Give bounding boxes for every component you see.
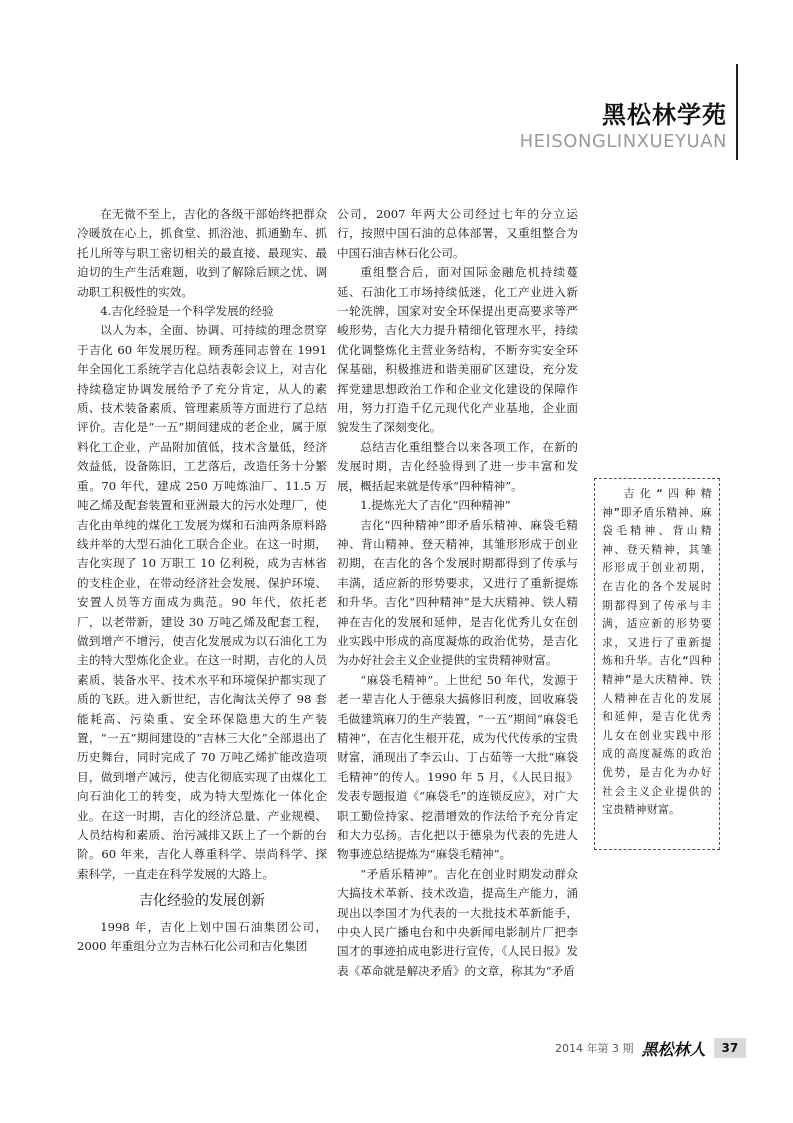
left-column: [77, 205, 327, 956]
section-title: 黑松林学苑: [602, 101, 727, 129]
paragraph: 在无微不至上，吉化的各级干部始终把群众冷暖放在心上，抓食堂、抓浴池、抓通勤车、抓托儿所等与职工密切相关的最直接、最现实、最迫切的生产生活难题，收到了解除后顾之忧、调动职工积极性的实效。: [77, 207, 327, 299]
header-vertical-rule: [736, 64, 738, 160]
section-subtitle: HEISONGLINXUEYUAN: [519, 131, 727, 152]
section-heading: 吉化经验的发展创新: [139, 893, 265, 910]
page-footer: [555, 1037, 746, 1059]
paragraph: 1998 年，吉化上划中国石油集团公司，2000 年重组分立为吉林石化公司和吉化集团: [77, 919, 327, 954]
pull-quote-box: [594, 478, 720, 850]
subheading: 4.吉化经验是一个科学发展的经验: [100, 304, 274, 319]
issue-label: 2014 年第 3 期: [555, 1042, 634, 1055]
magazine-logo: 黑松林人: [641, 1039, 706, 1059]
paragraph: “麻袋毛精神”。上世纪 50 年代，发源于老一辈吉化人于德泉大搞修旧利废，回收麻袋毛做建筑麻刀的生产装置，“一五”期间“麻袋毛精神”，在吉化生根开花，成为代代传承的宝贵财富，涌现出了李云山、丁占茹等一大批“麻袋毛精神”的传人。1990 年 5 月，《人民日报》发表专题报道《“麻袋毛”的连锁反应》，对广大职工勤俭持家、挖潜增效的作法给予充分肯定和大力弘扬。吉化把以于德泉为代表的先进人物事迹总结提炼为“麻袋毛精神”。: [337, 672, 578, 862]
page-number: 37: [714, 1038, 747, 1058]
paragraph: “矛盾乐精神”。吉化在创业时期发动群众大搞技术革新、技术改造，提高生产能力，涌现出以李国才为代表的一大批技术革新能手，中央人民广播电台和中央新闻电影制片厂把李国才的事迹拍成电影进行宣传，《人民日报》发表《革命就是解决矛盾》的文章，称其为“矛盾: [337, 866, 578, 978]
paragraph: 总结吉化重组整合以来各项工作，在新的发展时期，吉化经验得到了进一步丰富和发展，概括起来就是传承“四种精神”。: [337, 439, 578, 493]
subheading: 1.提炼光大了吉化“四种精神”: [360, 498, 511, 513]
paragraph: 以人为本，全面、协调、可持续的理念贯穿于吉化 60 年发展历程。顾秀莲同志曾在 1991 年全国化工系统学吉化总结表彰会议上，对吉化持续稳定协调发展给予了充分肯定，从人的素质、技术装备素质、管理素质等方面进行了总结评价。吉化是“一五”期间建成的老企业，属于原料化工企业，产品附加值低，技术含量低，经济效益低，设备陈旧，工艺落后，改造任务十分繁重。70 年代，建成 250 万吨炼油厂、11.5 万吨乙烯及配套装置和亚洲最大的污水处理厂，使吉化由单纯的煤化工发展为煤和石油两条原料路线并举的大型石油化工联合企业。在这一时期，吉化实现了 10 万职工 10 亿利税，成为吉林省的支柱企业，在带动经济社会发展、保护环境、安置人员等方面成为典范。90 年代，依托老厂，以老带新，建设 30 万吨乙烯及配套工程，做到增产不增污，使吉化发展成为以石油化工为主的特大型炼化企业。在这一时期，吉化的人员素质、装备水平、技术水平和环境保护都实现了质的飞跃。进入新世纪，吉化淘汰关停了 98 套能耗高、污染重、安全环保隐患大的生产装置，“一五”期间建设的“吉林三大化”全部退出了历史舞台，同时完成了 70 万吨乙烯扩能改造项目，做到增产减污，使吉化彻底实现了由煤化工向石油化工的转变，成为特大型炼化一体化企业。在这一时期，吉化的经济总量、产业规模、人员结构和素质、治污减排又跃上了一个新的台阶。60 年来，吉化人尊重科学、崇尚科学、探索科学，一直走在科学发展的大路上。: [77, 323, 327, 881]
paragraph: 吉化“四种精神”即矛盾乐精神、麻袋毛精神、背山精神、登天精神，其雏形形成于创业初期，在吉化的各个发展时期都得到了传承与丰满，适应新的形势要求，又进行了重新提炼和升华。吉化“四种精神”是大庆精神、铁人精神在吉化的发展和延伸，是吉化优秀儿女在创业实践中形成的高度凝炼的政治优势，是吉化为办好社会主义企业提供的宝贵精神财富。: [337, 517, 578, 668]
paragraph: 公司，2007 年两大公司经过七年的分立运行，按照中国石油的总体部署，又重组整合为中国石油吉林石化公司。: [337, 207, 578, 260]
right-column: [337, 205, 578, 981]
pull-quote-text: 吉化“四种精神”即矛盾乐精神、麻袋毛精神、背山精神、登天精神，其雏形形成于创业初期，在吉化的各个发展时期都得到了传承与丰满，适应新的形势要求，又进行了重新提炼和升华。吉化“四种精神”是大庆精神、铁人精神在吉化的发展和延伸，是吉化优秀儿女在创业实践中形成的高度凝炼的政治优势，是吉化为办好社会主义企业提供的宝贵精神财富。: [602, 487, 712, 817]
paragraph: 重组整合后，面对国际金融危机持续蔓延、石油化工市场持续低迷，化工产业进入新一轮洗牌，国家对安全环保提出更高要求等严峻形势，吉化大力提升精细化管理水平，持续优化调整炼化主营业务结构，不断夯实安全环保基础，积极推进和谐美丽矿区建设，充分发挥党建思想政治工作和企业文化建设的保障作用，努力打造千亿元现代化产业基地，企业面貌发生了深刻变化。: [337, 265, 578, 435]
